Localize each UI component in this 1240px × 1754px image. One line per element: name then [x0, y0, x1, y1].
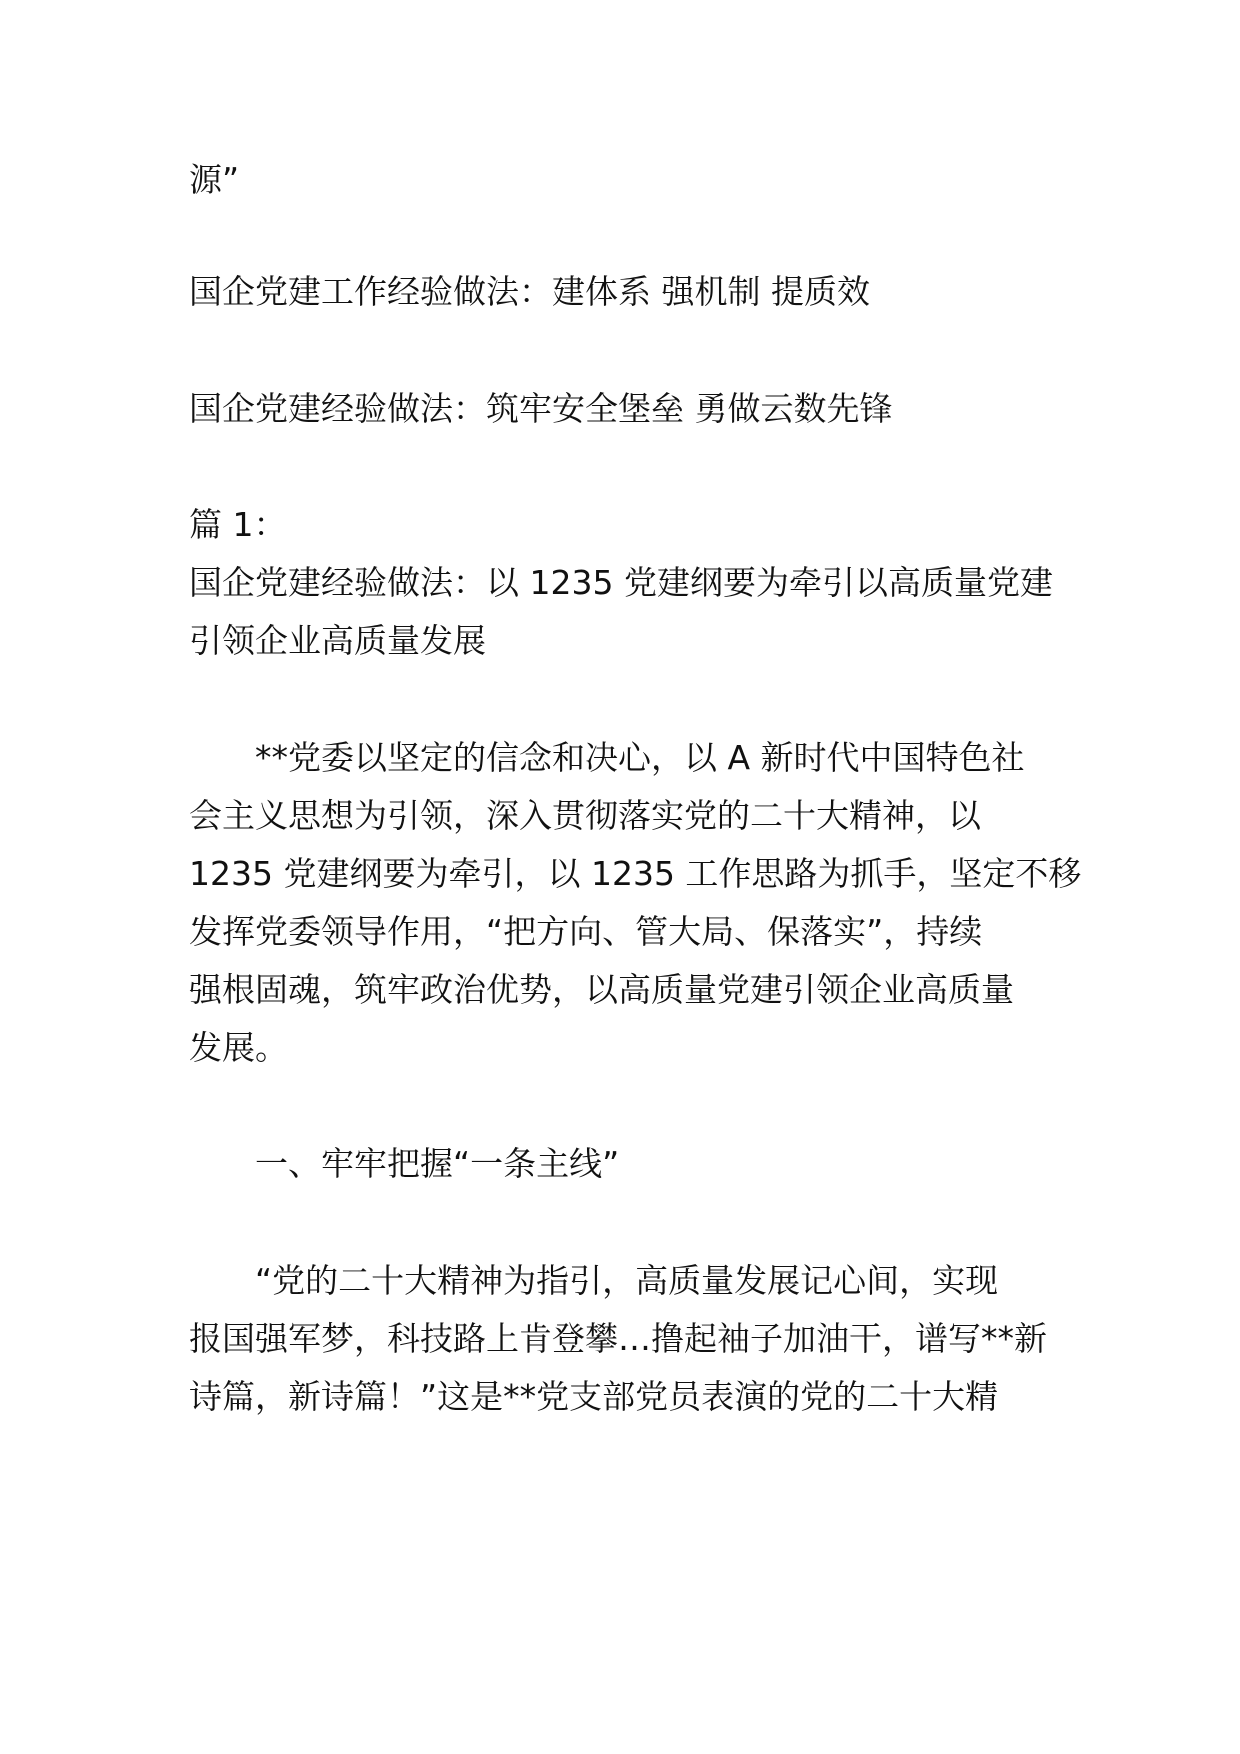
- paragraph-1-line-5: 强根固魂，筑牢政治优势，以高质量党建引领企业高质量: [189, 970, 1014, 1009]
- paragraph-2-line-2: 报国强军梦，科技路上肯登攀…撸起袖子加油干，谱写**新: [189, 1319, 1047, 1358]
- article-link-title-1: 国企党建工作经验做法：建体系 强机制 提质效: [189, 272, 870, 311]
- paragraph-2-line-1: “党的二十大精神为指引，高质量发展记心间，实现: [255, 1261, 999, 1300]
- paragraph-1-line-6: 发展。: [189, 1028, 288, 1067]
- paragraph-1-line-2: 会主义思想为引领，深入贯彻落实党的二十大精神，以: [189, 796, 981, 835]
- article-title-line-2: 引领企业高质量发展: [189, 621, 486, 660]
- article-title-line-1: 国企党建经验做法：以 1235 党建纲要为牵引以高质量党建: [189, 563, 1053, 602]
- section-heading: 一、牢牢把握“一条主线”: [255, 1144, 620, 1183]
- paragraph-1-line-4: 发挥党委领导作用，“把方向、管大局、保落实”，持续: [189, 912, 983, 951]
- text-line-source-fragment: 源”: [189, 160, 240, 199]
- section-label: 篇 1：: [189, 505, 287, 544]
- paragraph-1-line-1: **党委以坚定的信念和决心，以 A 新时代中国特色社: [255, 738, 1025, 777]
- paragraph-2-line-3: 诗篇，新诗篇！”这是**党支部党员表演的党的二十大精: [189, 1377, 999, 1416]
- paragraph-1-line-3: 1235 党建纲要为牵引，以 1235 工作思路为抓手，坚定不移: [189, 854, 1082, 893]
- article-link-title-2: 国企党建经验做法：筑牢安全堡垒 勇做云数先锋: [189, 389, 893, 428]
